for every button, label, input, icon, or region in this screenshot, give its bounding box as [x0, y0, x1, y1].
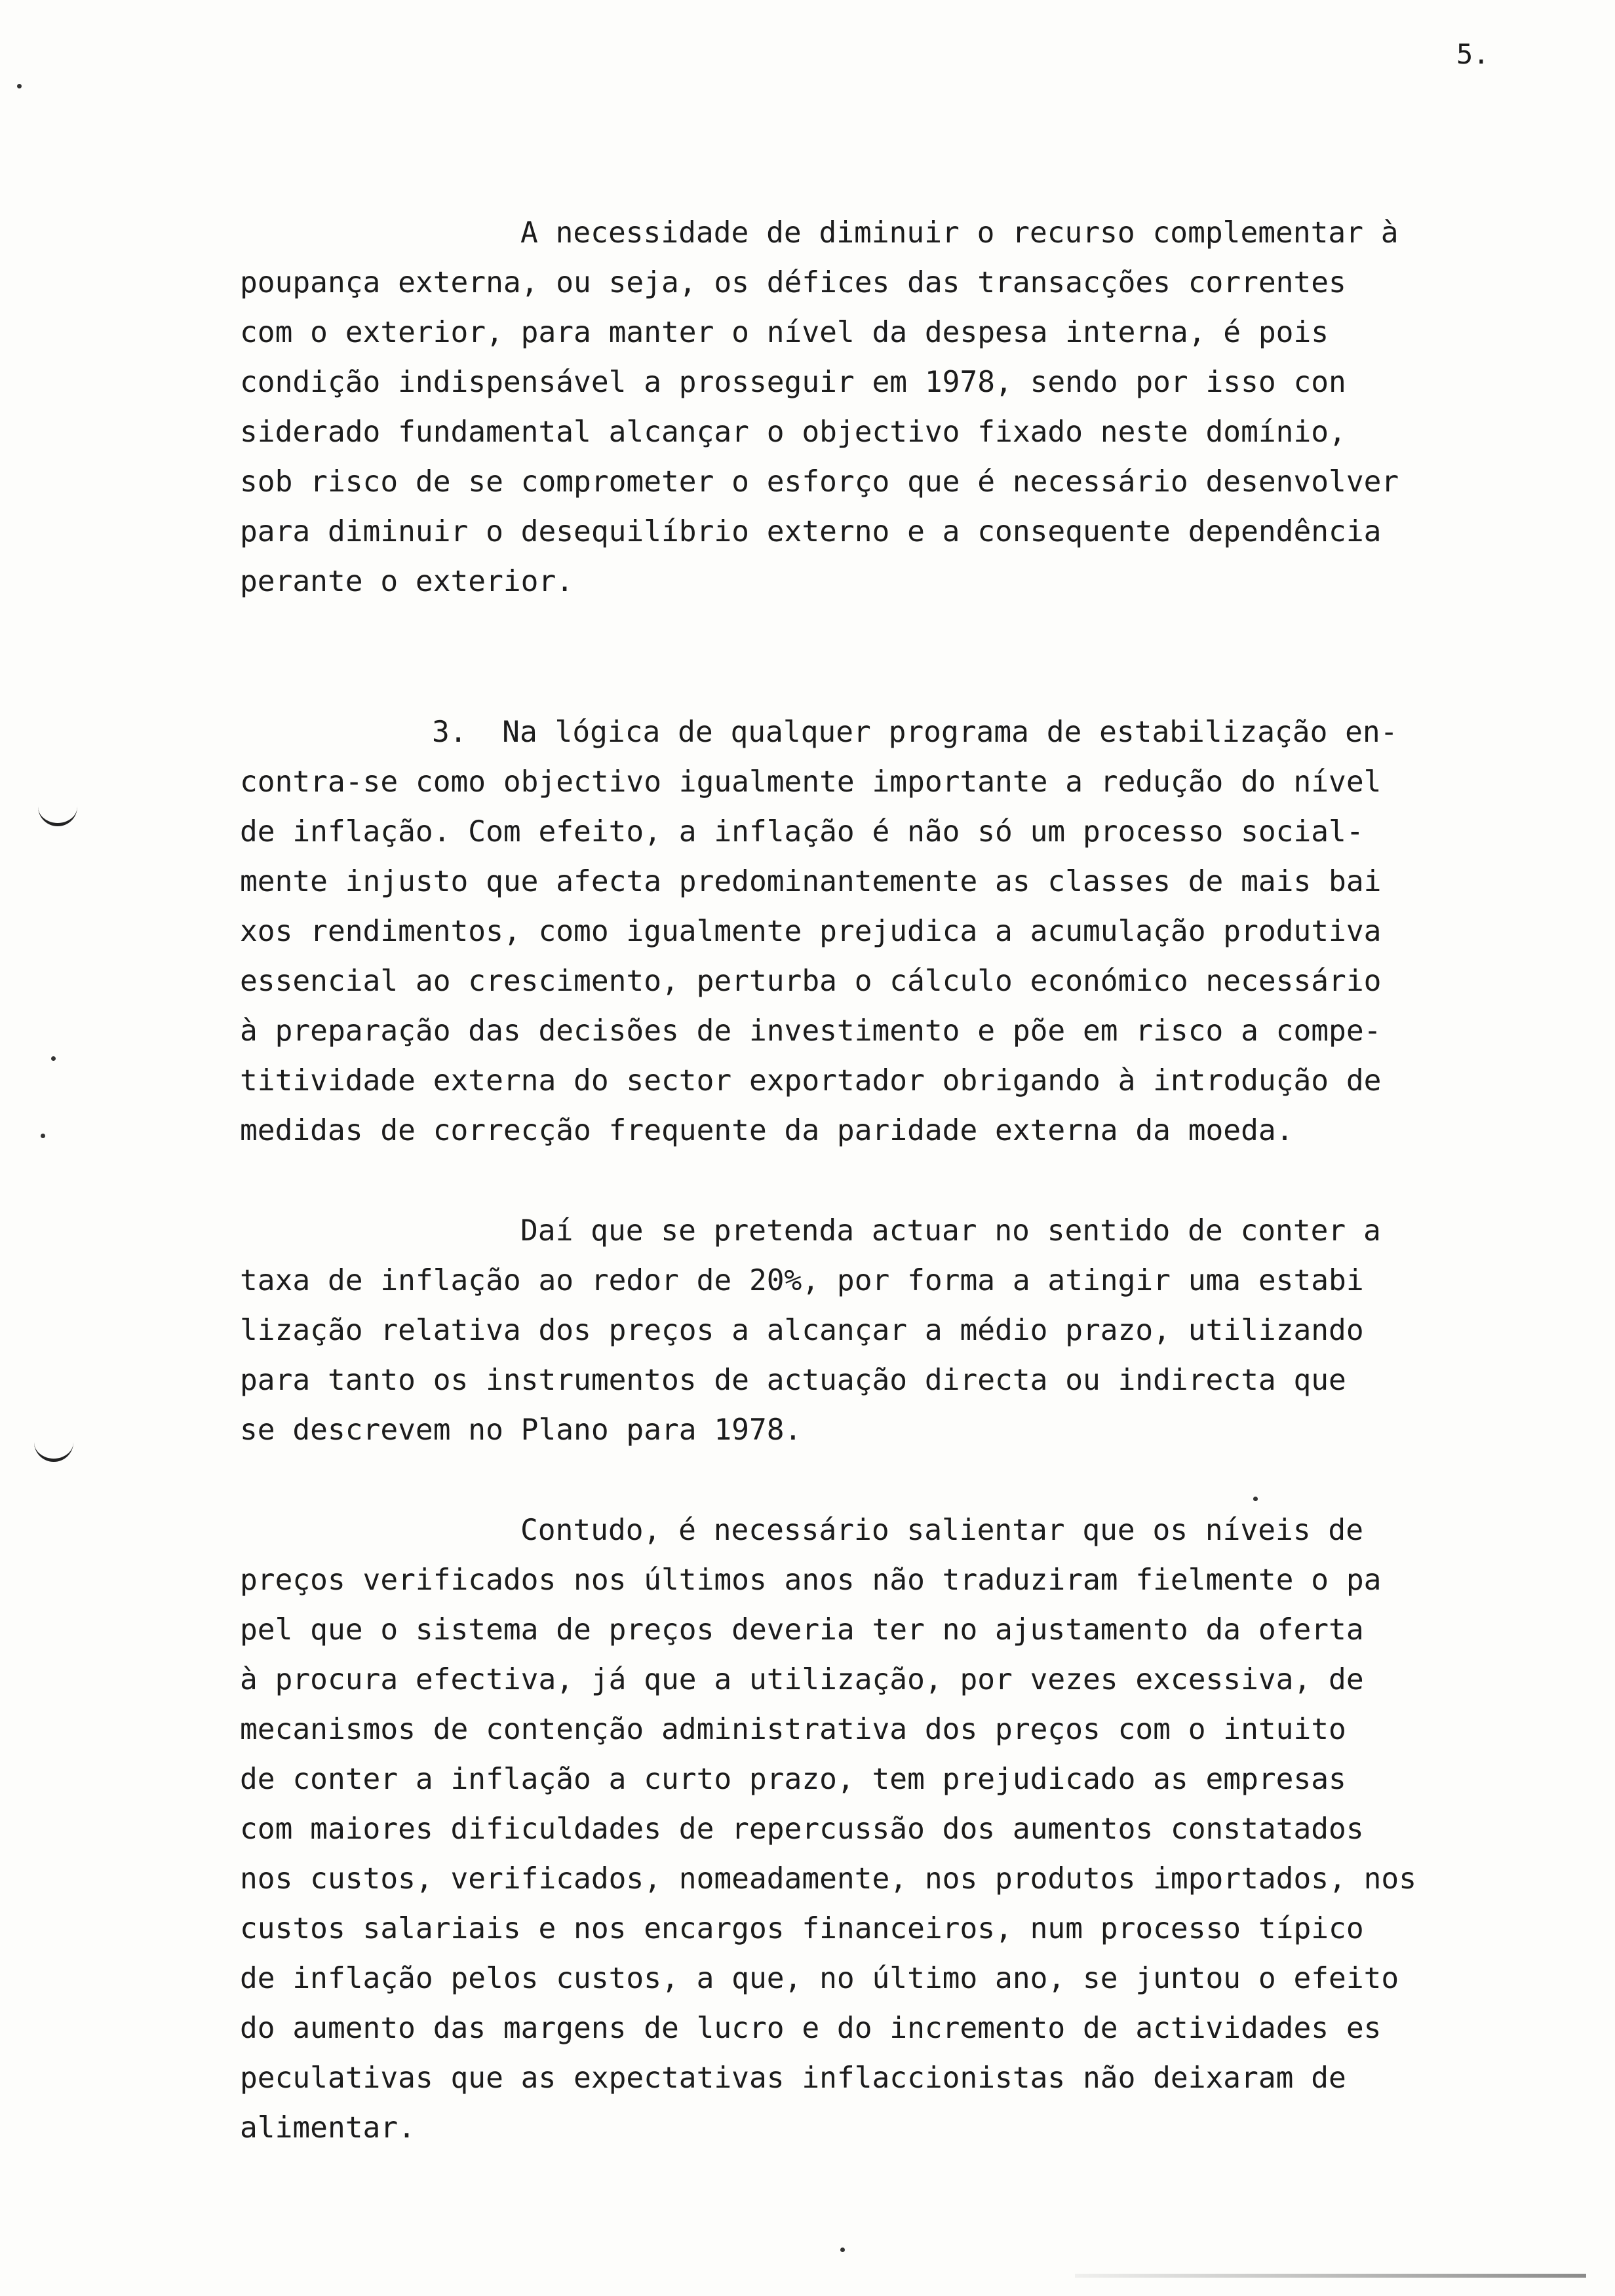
scan-speck — [51, 1056, 56, 1061]
text-line: A necessidade de diminuir o recurso complementar à — [520, 216, 1399, 250]
document-body — [240, 208, 1570, 2153]
text-line: poupança externa, ou seja, os défices das transacções correntes — [240, 266, 1346, 299]
paragraph-gap — [240, 1156, 1570, 1206]
text-line: 3. Na lógica de qualquer programa de estabilização en- — [432, 716, 1398, 749]
text-line: com o exterior, para manter o nível da despesa interna, é pois — [240, 316, 1329, 349]
scan-edge-smudge — [1075, 2274, 1586, 2278]
text-line: do aumento das margens de lucro e do incremento de actividades es — [240, 2012, 1382, 2045]
paragraph — [240, 208, 1570, 607]
text-line: siderado fundamental alcançar o objectivo fixado neste domínio, — [240, 415, 1346, 449]
text-line: lização relativa dos preços a alcançar a médio prazo, utilizando — [240, 1314, 1364, 1347]
text-line: essencial ao crescimento, perturba o cálculo económico necessário — [240, 965, 1382, 998]
scan-speck — [17, 84, 22, 88]
text-line: alimentar. — [240, 2111, 416, 2145]
paragraph-gap — [240, 1455, 1570, 1506]
text-line: se descrevem no Plano para 1978. — [240, 1413, 802, 1447]
text-line: contra-se como objectivo igualmente importante a redução do nível — [240, 765, 1382, 799]
text-line: à preparação das decisões de investimento e põe em risco a compe- — [240, 1014, 1382, 1048]
text-line: xos rendimentos, como igualmente prejudica a acumulação produtiva — [240, 915, 1382, 948]
text-line: Contudo, é necessário salientar que os níveis de — [520, 1514, 1363, 1547]
text-line: condição indispensável a prosseguir em 1978, sendo por isso con — [240, 366, 1346, 399]
text-line: mente injusto que afecta predominantemente as classes de mais bai — [240, 865, 1382, 898]
text-line: preços verificados nos últimos anos não traduziram fielmente o pa — [240, 1563, 1382, 1597]
scan-speck — [1253, 1497, 1258, 1501]
text-line: para tanto os instrumentos de actuação directa ou indirecta que — [240, 1364, 1346, 1397]
text-line: medidas de correcção frequente da paridade externa da moeda. — [240, 1114, 1294, 1147]
text-line: pel que o sistema de preços deveria ter no ajustamento da oferta — [240, 1613, 1364, 1647]
page-number: 5. — [1456, 38, 1490, 70]
text-line: à procura efectiva, já que a utilização, por vezes excessiva, de — [240, 1663, 1364, 1696]
text-line: de conter a inflação a curto prazo, tem prejudicado as empresas — [240, 1763, 1346, 1796]
text-line: sob risco de se comprometer o esforço que é necessário desenvolver — [240, 465, 1399, 499]
text-line: custos salariais e nos encargos financeiros, num processo típico — [240, 1912, 1364, 1945]
text-line: peculativas que as expectativas inflaccionistas não deixaram de — [240, 2061, 1346, 2095]
text-line: com maiores dificuldades de repercussão dos aumentos constatados — [240, 1812, 1364, 1846]
scan-speck — [840, 2248, 845, 2252]
scan-speck — [41, 1134, 45, 1138]
paragraph-gap — [240, 607, 1570, 708]
text-line: perante o exterior. — [240, 565, 574, 598]
text-line: taxa de inflação ao redor de 20%, por forma a atingir uma estabi — [240, 1264, 1364, 1297]
text-line: Daí que se pretenda actuar no sentido de conter a — [520, 1214, 1381, 1248]
text-line: para diminuir o desequilíbrio externo e a consequente dependência — [240, 515, 1382, 548]
paragraph — [240, 1206, 1570, 1455]
text-line: nos custos, verificados, nomeadamente, nos produtos importados, nos — [240, 1862, 1417, 1896]
punch-hole-mark — [34, 1440, 73, 1462]
text-line: titividade externa do sector exportador obrigando à introdução de — [240, 1064, 1382, 1098]
text-line: de inflação pelos custos, a que, no último ano, se juntou o efeito — [240, 1962, 1399, 1995]
punch-hole-mark — [38, 805, 77, 826]
paragraph — [240, 1506, 1570, 2153]
text-line: de inflação. Com efeito, a inflação é não só um processo social- — [240, 815, 1364, 849]
text-line: mecanismos de contenção administrativa dos preços com o intuito — [240, 1713, 1346, 1746]
paragraph — [240, 708, 1570, 1156]
